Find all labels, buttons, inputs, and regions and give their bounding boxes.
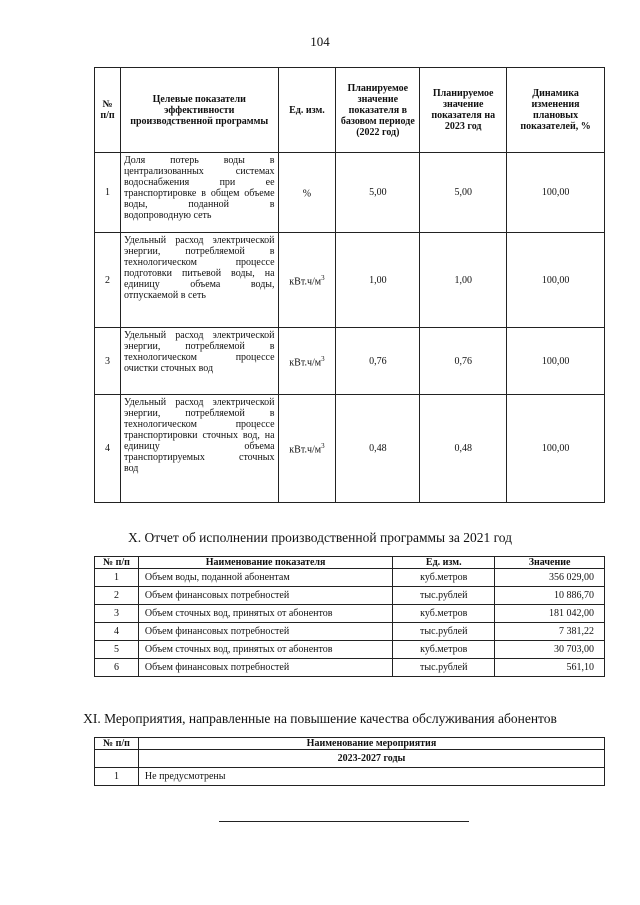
table-row: 3 Объем сточных вод, принятых от абонентов куб.метров 181 042,00 [95,605,605,623]
plan-value: 0,48 [420,395,507,503]
base-value: 0,76 [336,328,420,395]
table-row: 2 Объем финансовых потребностей тыс.рублей 10 886,70 [95,587,605,605]
unit-cell: $кВт.ч/м^3$ [278,233,336,328]
period-label: 2023-2027 годы [138,750,604,768]
table-row: 6 Объем финансовых потребностей тыс.рублей 561,10 [95,659,605,677]
dynamics-value: 100,00 [507,233,605,328]
header-unit: Ед. изм. [278,68,336,153]
header-dynamics: Динамика изменения плановых показателей, % [507,68,605,153]
section-11-title: XI. Мероприятия, направленные на повышение качества обслуживания абонентов [83,711,557,726]
plan-value: 0,76 [420,328,507,395]
indicator-text: Удельный расход электрической энергии, потребляемой в технологическом процессе транспортировки сточных вод, на единицу объема транспортируемых сточных вод [120,395,278,503]
table-row: 4 Объем финансовых потребностей тыс.рублей 7 381,22 [95,623,605,641]
table-header-row [95,557,605,569]
indicator-text: Удельный расход электрической энергии, потребляемой в технологическом процессе очистки сточных вод [120,328,278,395]
header-num: № п/п [95,738,139,750]
table-row [95,233,605,328]
activities-table [94,737,605,786]
unit-cell: $кВт.ч/м^3$ [278,395,336,503]
dynamics-value: 100,00 [507,153,605,233]
indicator-text: Удельный расход электрической энергии, потребляемой в технологическом процессе подготовки питьевой воды, на единицу объема воды, отпускаемой в сеть [120,233,278,328]
table-row [95,395,605,503]
plan-value: 1,00 [420,233,507,328]
header-name: Наименование мероприятия [138,738,604,750]
indicator-text: Доля потерь воды в централизованных системах водоснабжения при ее транспортировке в общем объеме воды, поданной в водопроводную сеть [120,153,278,233]
header-num: № п/п [95,68,121,153]
unit-cell: % [278,153,336,233]
unit-cell: $кВт.ч/м^3$ [278,328,336,395]
table-row [95,153,605,233]
table-row [95,328,605,395]
header-name: Наименование показателя [138,557,392,569]
header-num: № п/п [95,557,139,569]
table-row: 1 Не предусмотрены [95,768,605,786]
period-row [95,750,605,768]
signature-line [219,821,469,822]
row-num: 2 [95,233,121,328]
table-header-row [95,68,605,153]
efficiency-indicators-table [94,67,605,503]
program-report-table [94,556,605,677]
page-number: 104 [310,34,330,49]
header-unit: Ед. изм. [393,557,495,569]
base-value: 5,00 [336,153,420,233]
table-row: 5 Объем сточных вод, принятых от абонентов куб.метров 30 703,00 [95,641,605,659]
row-num: 3 [95,328,121,395]
section-10-title: X. Отчет об исполнении производственной программы за 2021 год [127,530,513,545]
header-plan-2023: Планируемое значение показателя на 2023 год [420,68,507,153]
base-value: 0,48 [336,395,420,503]
header-indicator: Целевые показатели эффективности производственной программы [120,68,278,153]
header-value: Значение [495,557,605,569]
plan-value: 5,00 [420,153,507,233]
dynamics-value: 100,00 [507,328,605,395]
table-row: 1 Объем воды, поданной абонентам куб.метров 356 029,00 [95,569,605,587]
header-base: Планируемое значение показателя в базовом периоде (2022 год) [336,68,420,153]
dynamics-value: 100,00 [507,395,605,503]
base-value: 1,00 [336,233,420,328]
table-header-row [95,738,605,750]
row-num: 1 [95,153,121,233]
row-num: 4 [95,395,121,503]
